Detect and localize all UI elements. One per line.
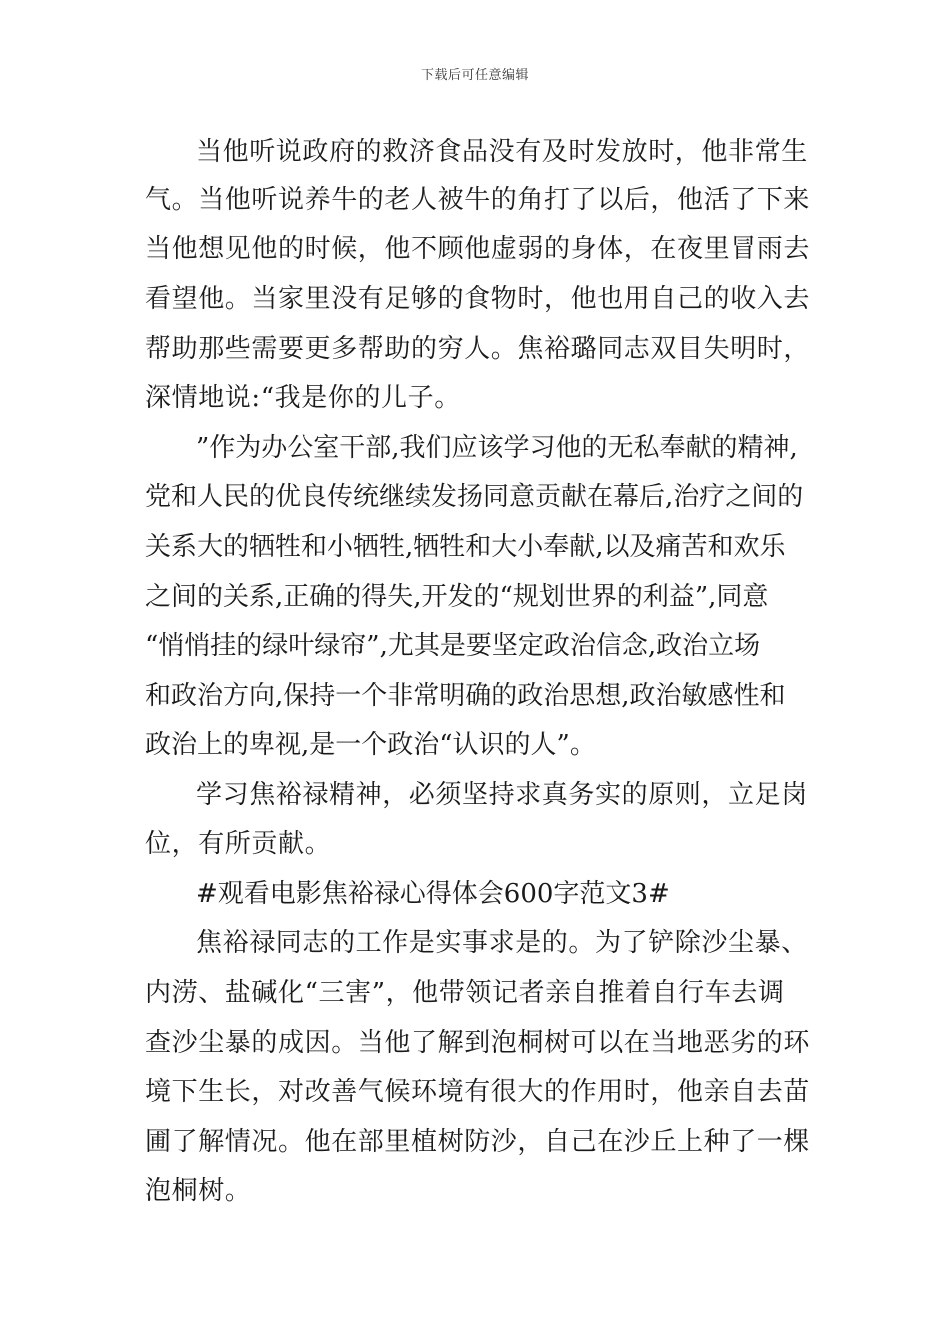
text-line: 党和人民的优良传统继续发扬同意贡献在幕后,治疗之间的 — [145, 482, 804, 512]
section-heading: #观看电影焦裕禄心得体会600字范文3# — [196, 879, 670, 909]
text-line: 当他想见他的时候，他不顾他虚弱的身体，在夜里冒雨去 — [145, 234, 811, 264]
text-line: 圃了解情况。他在部里植树防沙，自己在沙丘上种了一棵 — [145, 1127, 811, 1157]
text-line: 泡桐树。 — [145, 1176, 252, 1206]
page-header: 下载后可任意编辑 — [420, 68, 529, 83]
text-line: ”作为办公室干部,我们应该学习他的无私奉献的精神, — [196, 433, 798, 463]
text-line: 境下生长，对改善气候环境有很大的作用时，他亲自去苗 — [145, 1077, 811, 1107]
text-line: 关系大的牺牲和小牺牲,牺牲和大小奉献,以及痛苦和欢乐 — [145, 532, 786, 562]
text-line: 看望他。当家里没有足够的食物时，他也用自己的收入去 — [145, 284, 811, 314]
text-line: 位，有所贡献。 — [145, 829, 332, 859]
text-line: 查沙尘暴的成因。当他了解到泡桐树可以在当地恶劣的环 — [145, 1028, 811, 1058]
text-line: 政治上的卑视,是一个政治“认识的人”。 — [145, 730, 596, 760]
text-line: 之间的关系,正确的得失,开发的“规划世界的利益”,同意 — [145, 582, 769, 612]
text-line: 深情地说:“我是你的儿子。 — [145, 383, 461, 413]
text-line: 帮助那些需要更多帮助的穷人。焦裕璐同志双目失明时， — [145, 334, 811, 364]
text-line: 和政治方向,保持一个非常明确的政治思想,政治敏感性和 — [145, 681, 786, 711]
text-line: 内涝、盐碱化“三害”，他带领记者亲自推着自行车去调 — [145, 978, 785, 1008]
text-line: 焦裕禄同志的工作是实事求是的。为了铲除沙尘暴、 — [196, 928, 808, 958]
text-line: 当他听说政府的救济食品没有及时发放时，他非常生 — [196, 137, 808, 167]
text-line: 气。当他听说养牛的老人被牛的角打了以后，他活了下来 — [145, 185, 811, 215]
text-line: “悄悄挂的绿叶绿帘”,尤其是要坚定政治信念,政治立场 — [145, 631, 761, 661]
text-line: 学习焦裕禄精神，必须坚持求真务实的原则，立足岗 — [196, 780, 808, 810]
